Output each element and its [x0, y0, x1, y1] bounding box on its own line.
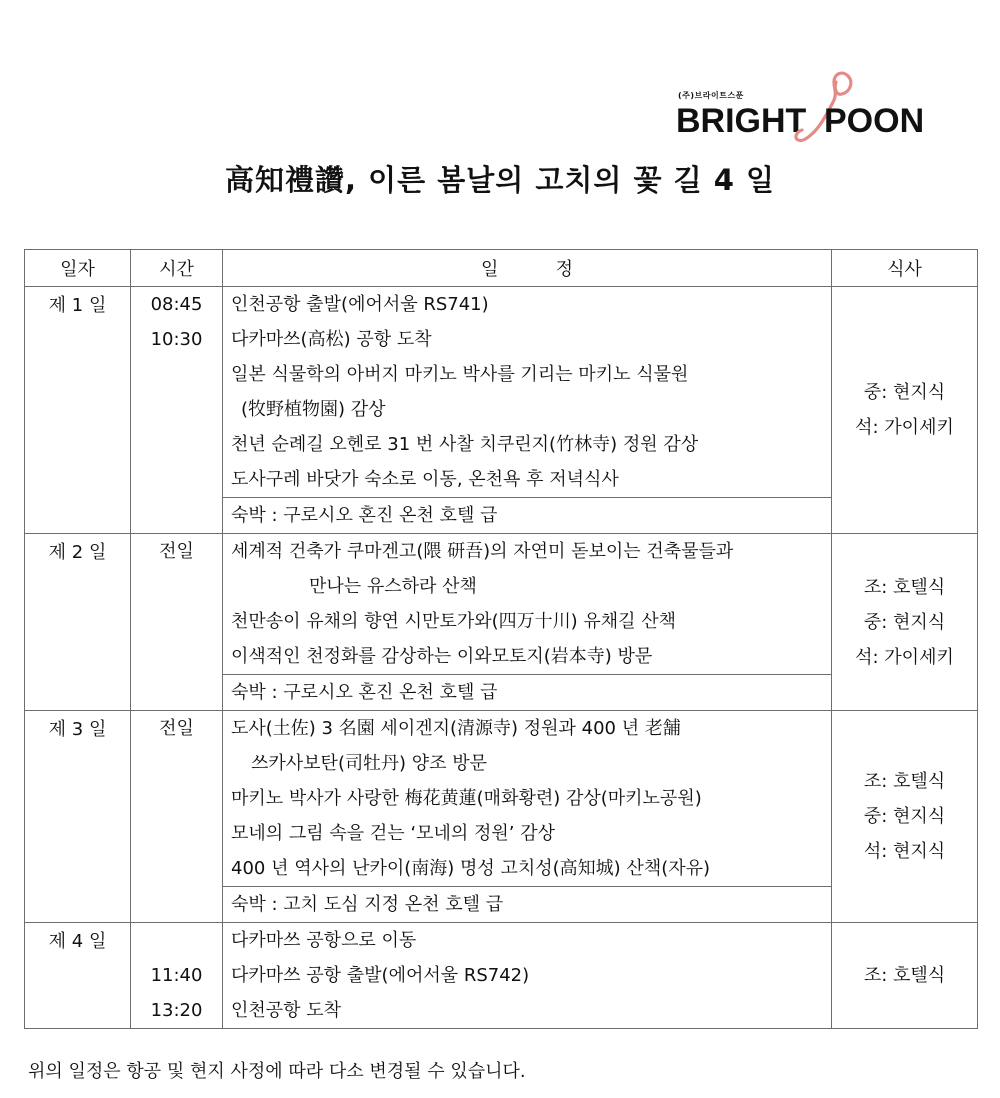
lodging-cell: 숙박 : 구로시오 혼진 온천 호텔 급 [223, 498, 832, 534]
header-date: 일자 [25, 250, 131, 287]
table-row-day2 [25, 534, 978, 675]
plan-cell [223, 923, 832, 1029]
plan-line: 천만송이 유채의 향연 시만토가와(四万十川) 유채길 산책 [231, 611, 677, 632]
time-cell [131, 923, 223, 1029]
meal-item: 중: 현지식 [863, 806, 946, 827]
plan-line: 다카마쓰 공항 출발(에어서울 RS742) [231, 965, 530, 986]
plan-line: 도사구레 바닷가 숙소로 이동, 온천욕 후 저녁식사 [231, 469, 619, 490]
meal-cell [832, 711, 978, 923]
plan-cell [223, 287, 832, 498]
meal-item: 조: 호텔식 [863, 576, 946, 598]
plan-line: 인천공항 출발(에어서울 RS741) [231, 294, 489, 315]
meal-cell [832, 923, 978, 1029]
day-label: 제 3 일 [48, 719, 107, 740]
time-cell [131, 287, 223, 534]
plan-line: 이색적인 천정화를 감상하는 이와모토지(岩本寺) 방문 [231, 646, 653, 667]
day-cell [25, 923, 131, 1029]
day-label: 제 1 일 [48, 295, 107, 316]
plan-line: 천년 순례길 오헨로 31 번 사찰 치쿠린지(竹林寺) 정원 감상 [231, 434, 699, 455]
time-value: 전일 [159, 718, 194, 739]
plan-line: 세계적 건축가 쿠마겐고(隈 研吾)의 자연미 돋보이는 건축물들과 [231, 541, 734, 562]
meal-item: 중: 현지식 [863, 611, 946, 633]
plan-line: 다카마쓰(高松) 공항 도착 [231, 329, 432, 350]
plan-line: 마키노 박사가 사랑한 梅花黄蓮(매화황련) 감상(마키노공원) [231, 788, 702, 809]
time-value: 10:30 [150, 329, 203, 350]
plan-line: 만나는 유스하라 산책 [309, 576, 477, 597]
plan-line: 도사(土佐) 3 名園 세이겐지(清源寺) 정원과 400 년 老舗 [231, 718, 681, 739]
time-value [131, 923, 222, 958]
day-label: 제 4 일 [48, 931, 107, 952]
table-row-day4 [25, 923, 978, 1029]
time-value: 전일 [159, 541, 194, 562]
lodging-cell: 숙박 : 구로시오 혼진 온천 호텔 급 [223, 675, 832, 711]
time-value: 11:40 [150, 965, 203, 986]
company-logo [672, 70, 952, 144]
footnote: 위의 일정은 항공 및 현지 사정에 따라 다소 변경될 수 있습니다. [28, 1061, 526, 1082]
itinerary-table [24, 249, 978, 1029]
header-time: 시간 [131, 250, 223, 287]
table-header-row [25, 250, 978, 287]
meal-cell [832, 534, 978, 711]
plan-line: 모네의 그림 속을 걷는 ‘모네의 정원’ 감상 [231, 823, 555, 844]
day-cell [25, 287, 131, 534]
header-meals: 식사 [832, 250, 978, 287]
meal-item: 조: 호텔식 [863, 771, 946, 792]
time-cell [131, 711, 223, 923]
plan-line: (牧野植物園) 감상 [241, 399, 386, 420]
time-value: 08:45 [150, 294, 203, 315]
lodging-cell: 숙박 : 고치 도심 지정 온천 호텔 급 [223, 887, 832, 923]
time-cell [131, 534, 223, 711]
time-value: 13:20 [150, 1000, 203, 1021]
meal-item: 조: 호텔식 [863, 965, 946, 986]
plan-line: 인천공항 도착 [231, 1000, 342, 1021]
document-title: 高知禮讚, 이른 봄날의 고치의 꽃 길 4 일 [224, 163, 776, 197]
logo-company-name: (주)브라이트스푼 [678, 91, 744, 100]
logo-word-poon: POON [824, 102, 925, 140]
table-row-day1 [25, 287, 978, 498]
plan-line: 다카마쓰 공항으로 이동 [231, 930, 417, 951]
plan-line: 쓰카사보탄(司牡丹) 양조 방문 [251, 753, 487, 774]
day-label: 제 2 일 [48, 542, 107, 563]
plan-line: 일본 식물학의 아버지 마키노 박사를 기리는 마키노 식물원 [231, 364, 689, 385]
meal-cell [832, 287, 978, 534]
plan-line: 400 년 역사의 난카이(南海) 명성 고치성(高知城) 산책(자유) [231, 858, 711, 879]
meal-item: 석: 가이세키 [855, 646, 954, 668]
meal-item: 중: 현지식 [863, 382, 946, 403]
plan-cell [223, 534, 832, 675]
meal-item: 석: 가이세키 [855, 417, 954, 438]
day-cell [25, 711, 131, 923]
logo-word-bright: BRIGHT [676, 102, 807, 140]
plan-cell [223, 711, 832, 887]
meal-item: 석: 현지식 [863, 841, 946, 862]
header-schedule: 일 정 [223, 250, 832, 287]
day-cell [25, 534, 131, 711]
table-row-day3 [25, 711, 978, 887]
